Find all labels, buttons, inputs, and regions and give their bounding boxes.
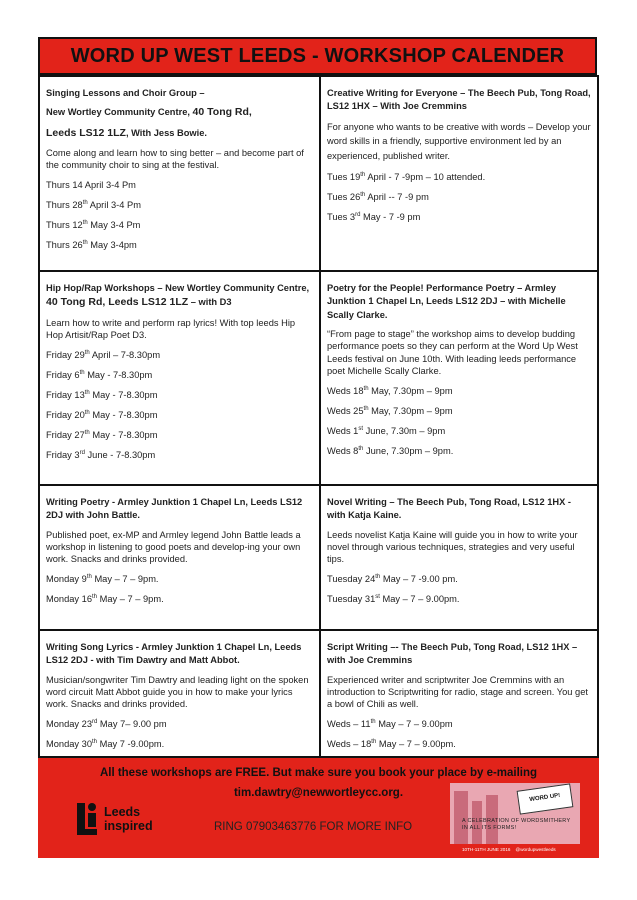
session-date: Tues 19th April - 7 -9pm – 10 attended. [327, 172, 486, 183]
poster-date: 10TH-11TH JUNE 2016 [462, 847, 511, 852]
poster-badge: WORD UP! [517, 783, 574, 814]
session-date: Thurs 14 April 3-4 Pm [46, 180, 136, 191]
session-date: Thurs 12th May 3-4 Pm [46, 220, 141, 231]
workshop-description: Come along and learn how to sing better – and become part of the community choir to sing at the festival. [46, 147, 304, 170]
session-date: Thurs 26th May 3-4pm [46, 240, 137, 251]
footer-banner [38, 758, 599, 858]
heading-venue: New Wortley Community Centre, [46, 107, 193, 118]
session-date: Friday 29th April – 7-8.30pm [46, 349, 161, 360]
workshop-description: For anyone who wants to be creative with words – Develop your word skills in a friendly, supportive environment led by an experienced, published writer. [327, 121, 591, 161]
poster-strip [450, 844, 580, 855]
workshop-description: Musician/songwriter Tim Dawtry and leading light on the spoken word circuit Matt Abbot guide you in how to make your lyrics work. Snacks and drinks provided. [46, 674, 309, 710]
phone-info: RING 07903463776 FOR MORE INFO [214, 821, 413, 833]
page-title: WORD UP WEST LEEDS - WORKSHOP CALENDER [70, 44, 565, 67]
heading-address: 40 Tong Rd, [192, 106, 252, 119]
workshop-script-writing [321, 631, 597, 756]
heading-postcode: Leeds LS12 1LZ [46, 126, 126, 139]
workshop-heading: Hip Hop/Rap Workshops – New Wortley Community Centre, 40 Tong Rd, Leeds LS12 1LZ – with D3 [46, 283, 310, 309]
booking-email[interactable]: tim.dawtry@newwortleycc.org. [233, 787, 404, 799]
session-date: Friday 6th May - 7-8.30pm [46, 369, 153, 380]
workshop-heading: Writing Poetry - Armley Junktion 1 Chapel Ln, Leeds LS12 2DJ with John Battle. [46, 497, 303, 521]
session-date: Monday 23rd May 7– 9.00 pm [46, 719, 167, 730]
title-bar [38, 37, 597, 75]
session-date: Weds 8th June, 7.30pm – 9pm. [327, 445, 454, 456]
workshop-grid [38, 75, 599, 758]
workshop-description: Learn how to write and perform rap lyrics! With top leeds Hip Hop Artisit/Rap Poet D3. [46, 317, 296, 340]
leeds-inspired-logo [76, 801, 186, 837]
session-date: Thurs 28th April 3-4 Pm [46, 200, 141, 211]
session-date: Weds 1st June, 7.30m – 9pm [327, 425, 446, 436]
session-date: Tuesday 24th May – 7 -9.00 pm. [327, 574, 458, 585]
session-date: Friday 13th May - 7-8.30pm [46, 389, 158, 400]
workshop-heading: Creative Writing for Everyone – The Beech Pub, Tong Road, LS12 1HX – With Joe Cremmins [327, 88, 591, 112]
workshop-hip-hop [40, 272, 321, 486]
workshop-description: Leeds novelist Katja Kaine will guide you in how to write your novel through various techniques, strategies and very useful tips. [327, 529, 578, 565]
session-date: Friday 27th May - 7-8.30pm [46, 430, 158, 441]
workshop-novel-writing [321, 486, 597, 631]
workshop-creative-writing [321, 77, 597, 272]
session-date: Tuesday 31st May – 7 – 9.00pm. [327, 594, 460, 605]
workshop-description: Experienced writer and scriptwriter Joe Cremmins with an introduction to Scriptwriting for radio, stage and screen. You get a bowl of Chili as well. [327, 674, 588, 710]
session-date: Monday 16th May – 7 – 9pm. [46, 594, 164, 605]
poster-slogan: A CELEBRATION OF WORDSMITHERY IN ALL ITS FORMS! [462, 818, 571, 831]
festival-poster [450, 783, 580, 855]
free-notice: All these workshops are FREE. But make sure you book your place by e-mailing [99, 767, 538, 779]
leeds-inspired-wordmark: Leeds inspired [104, 805, 153, 833]
workshop-heading: Writing Song Lyrics - Armley Junktion 1 Chapel Ln, Leeds LS12 2DJ - with Tim Dawtry and Matt Abbot. [46, 642, 302, 666]
session-date: Weds 25th May, 7.30pm – 9pm [327, 405, 453, 416]
session-date: Friday 20th May - 7-8.30pm [46, 409, 158, 421]
session-date: Weds – 11th May – 7 – 9.00pm [327, 719, 453, 730]
leeds-inspired-mark-icon [76, 801, 98, 837]
session-date: Tues 26th April -- 7 -9 pm [327, 192, 429, 203]
workshop-heading: Novel Writing – The Beech Pub, Tong Road, LS12 1HX - with Katja Kaine. [327, 497, 571, 521]
session-date: Weds – 18th May – 7 – 9.00pm. [327, 739, 456, 750]
workshop-description: Published poet, ex-MP and Armley legend John Battle leads a workshop in listening to good poets and develop-ing your own work. Snacks and drinks provided. [46, 529, 301, 565]
workshop-song-lyrics [40, 631, 321, 756]
workshop-writing-poetry [40, 486, 321, 631]
session-date: Tues 3rd May - 7 -9 pm [327, 212, 421, 223]
workshop-description: “From page to stage” the workshop aims to develop budding performance poets so they can perform at the Word Up West Leeds festival on June 10th. With leading leeds performance poet Michelle Scally Clarke. [327, 329, 578, 376]
workshop-singing [40, 77, 321, 272]
session-date: Weds 18th May, 7.30pm – 9pm [327, 385, 453, 396]
workshop-heading [46, 87, 313, 141]
workshop-performance-poetry [321, 272, 597, 486]
heading-leader: , With Jess Bowie. [125, 127, 207, 138]
poster-handle: @wordupwestleeds [515, 847, 556, 852]
session-date: Monday 30th May 7 -9.00pm. [46, 739, 165, 750]
workshop-heading: Script Writing –- The Beech Pub, Tong Road, LS12 1HX – with Joe Cremmins [327, 642, 578, 666]
workshop-heading: Poetry for the People! Performance Poetry – Armley Junktion 1 Chapel Ln, Leeds LS12 2DJ – with Michelle Scally Clarke. [327, 283, 566, 320]
session-date: Monday 9th May – 7 – 9pm. [46, 574, 159, 585]
session-date: Friday 3rd June - 7-8.30pm [46, 450, 156, 461]
heading-line: Singing Lessons and Choir Group – [46, 88, 205, 98]
